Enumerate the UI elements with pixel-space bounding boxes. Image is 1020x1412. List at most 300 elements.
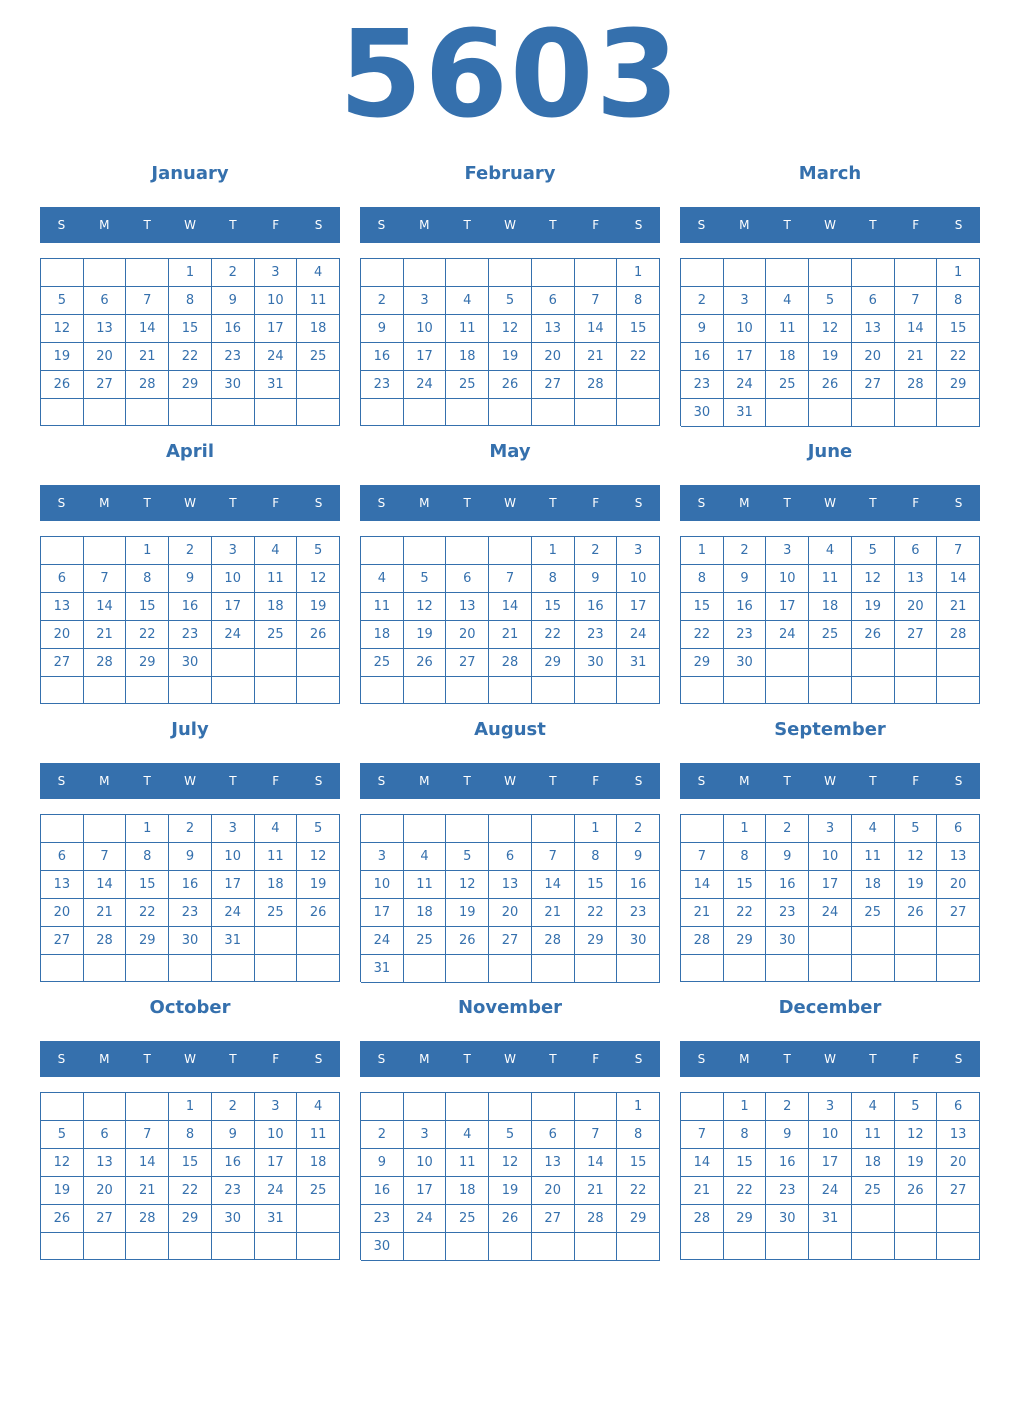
empty-day-cell bbox=[852, 399, 895, 427]
day-cell: 27 bbox=[489, 927, 532, 955]
day-cell: 31 bbox=[724, 399, 767, 427]
weekday-header: S bbox=[57, 496, 66, 510]
day-cell: 19 bbox=[297, 593, 340, 621]
empty-day-cell bbox=[446, 537, 489, 565]
day-cell: 20 bbox=[41, 899, 84, 927]
empty-day-cell bbox=[809, 259, 852, 287]
weekday-header: F bbox=[592, 1052, 600, 1066]
day-cell: 21 bbox=[84, 899, 127, 927]
empty-day-cell bbox=[361, 537, 404, 565]
day-cell: 3 bbox=[766, 537, 809, 565]
weekday-header: F bbox=[592, 496, 600, 510]
month-name: November bbox=[457, 997, 563, 1018]
day-cell: 16 bbox=[766, 871, 809, 899]
day-cell: 28 bbox=[895, 371, 938, 399]
day-cell: 2 bbox=[575, 537, 618, 565]
day-cell: 23 bbox=[766, 899, 809, 927]
day-cell: 13 bbox=[937, 1121, 980, 1149]
day-cell: 20 bbox=[489, 899, 532, 927]
day-cell: 12 bbox=[297, 565, 340, 593]
day-cell: 22 bbox=[169, 343, 212, 371]
day-cell: 9 bbox=[766, 843, 809, 871]
day-cell: 9 bbox=[766, 1121, 809, 1149]
weekday-header: W bbox=[824, 1052, 836, 1066]
day-grid bbox=[680, 1092, 980, 1260]
day-cell: 21 bbox=[84, 621, 127, 649]
day-cell: 11 bbox=[852, 843, 895, 871]
empty-day-cell bbox=[489, 955, 532, 983]
day-cell: 29 bbox=[169, 1205, 212, 1233]
day-cell: 28 bbox=[84, 649, 127, 677]
empty-day-cell bbox=[404, 1233, 447, 1261]
empty-day-cell bbox=[255, 955, 298, 982]
empty-day-cell bbox=[41, 399, 84, 426]
day-cell: 19 bbox=[489, 343, 532, 371]
day-cell: 29 bbox=[617, 1205, 660, 1233]
empty-day-cell bbox=[84, 815, 127, 843]
empty-day-cell bbox=[681, 955, 724, 982]
empty-day-cell bbox=[937, 677, 980, 704]
day-cell: 7 bbox=[489, 565, 532, 593]
day-cell: 4 bbox=[297, 1093, 340, 1121]
weekday-header-bar bbox=[680, 207, 980, 243]
day-cell: 5 bbox=[404, 565, 447, 593]
day-cell: 28 bbox=[681, 1205, 724, 1233]
day-cell: 7 bbox=[126, 1121, 169, 1149]
day-cell: 9 bbox=[681, 315, 724, 343]
weekday-header: W bbox=[184, 1052, 196, 1066]
day-cell: 10 bbox=[212, 565, 255, 593]
empty-day-cell bbox=[681, 815, 724, 843]
weekday-header: M bbox=[99, 496, 110, 510]
month-name: October bbox=[149, 997, 231, 1018]
day-cell: 20 bbox=[84, 1177, 127, 1205]
day-cell: 28 bbox=[937, 621, 980, 649]
weekday-header: S bbox=[697, 1052, 706, 1066]
day-cell: 6 bbox=[41, 843, 84, 871]
empty-day-cell bbox=[681, 259, 724, 287]
weekday-header: T bbox=[143, 774, 151, 788]
day-cell: 22 bbox=[575, 899, 618, 927]
day-grid bbox=[360, 536, 660, 704]
day-cell: 27 bbox=[532, 1205, 575, 1233]
day-cell: 3 bbox=[404, 1121, 447, 1149]
empty-day-cell bbox=[937, 1205, 980, 1233]
day-cell: 19 bbox=[41, 1177, 84, 1205]
day-cell: 23 bbox=[169, 621, 212, 649]
day-cell: 24 bbox=[212, 899, 255, 927]
day-cell: 23 bbox=[361, 1205, 404, 1233]
day-cell: 31 bbox=[212, 927, 255, 955]
weekday-header: M bbox=[419, 774, 430, 788]
weekday-header-bar bbox=[40, 485, 340, 521]
day-cell: 9 bbox=[169, 843, 212, 871]
weekday-header: S bbox=[314, 774, 323, 788]
day-grid bbox=[40, 814, 340, 982]
empty-day-cell bbox=[809, 1233, 852, 1260]
weekday-header: W bbox=[504, 774, 516, 788]
day-cell: 21 bbox=[575, 343, 618, 371]
day-cell: 8 bbox=[169, 287, 212, 315]
weekday-header: F bbox=[912, 1052, 920, 1066]
day-cell: 18 bbox=[361, 621, 404, 649]
day-cell: 22 bbox=[724, 899, 767, 927]
day-cell: 15 bbox=[617, 315, 660, 343]
empty-day-cell bbox=[84, 677, 127, 704]
weekday-header: F bbox=[272, 774, 280, 788]
day-cell: 26 bbox=[41, 1205, 84, 1233]
day-cell: 27 bbox=[937, 899, 980, 927]
empty-day-cell bbox=[84, 955, 127, 982]
empty-day-cell bbox=[895, 677, 938, 704]
empty-day-cell bbox=[895, 259, 938, 287]
empty-day-cell bbox=[617, 955, 660, 983]
empty-day-cell bbox=[766, 1233, 809, 1260]
empty-day-cell bbox=[297, 955, 340, 982]
day-cell: 20 bbox=[937, 1149, 980, 1177]
empty-day-cell bbox=[809, 927, 852, 955]
day-cell: 4 bbox=[852, 815, 895, 843]
empty-day-cell bbox=[404, 955, 447, 983]
day-cell: 19 bbox=[489, 1177, 532, 1205]
day-cell: 11 bbox=[361, 593, 404, 621]
day-cell: 25 bbox=[852, 1177, 895, 1205]
empty-day-cell bbox=[724, 1233, 767, 1260]
weekday-header: S bbox=[314, 218, 323, 232]
weekday-header: S bbox=[954, 774, 963, 788]
weekday-header-bar bbox=[40, 207, 340, 243]
empty-day-cell bbox=[724, 955, 767, 982]
day-cell: 2 bbox=[361, 1121, 404, 1149]
weekday-header: M bbox=[739, 218, 750, 232]
empty-day-cell bbox=[169, 677, 212, 704]
day-cell: 16 bbox=[169, 871, 212, 899]
day-cell: 27 bbox=[84, 1205, 127, 1233]
empty-day-cell bbox=[255, 677, 298, 704]
weekday-header: S bbox=[697, 218, 706, 232]
weekday-header: F bbox=[912, 774, 920, 788]
day-cell: 14 bbox=[126, 1149, 169, 1177]
empty-day-cell bbox=[41, 955, 84, 982]
empty-day-cell bbox=[84, 1093, 127, 1121]
day-cell: 4 bbox=[297, 259, 340, 287]
day-cell: 10 bbox=[617, 565, 660, 593]
day-cell: 6 bbox=[41, 565, 84, 593]
empty-day-cell bbox=[297, 1233, 340, 1260]
day-cell: 27 bbox=[41, 649, 84, 677]
weekday-header: M bbox=[99, 774, 110, 788]
weekday-header: W bbox=[824, 774, 836, 788]
day-cell: 12 bbox=[895, 1121, 938, 1149]
day-cell: 25 bbox=[766, 371, 809, 399]
empty-day-cell bbox=[532, 1093, 575, 1121]
day-cell: 1 bbox=[617, 1093, 660, 1121]
empty-day-cell bbox=[617, 399, 660, 426]
day-cell: 3 bbox=[404, 287, 447, 315]
empty-day-cell bbox=[937, 927, 980, 955]
day-cell: 16 bbox=[681, 343, 724, 371]
day-cell: 13 bbox=[84, 1149, 127, 1177]
day-cell: 26 bbox=[895, 899, 938, 927]
day-cell: 13 bbox=[84, 315, 127, 343]
day-cell: 15 bbox=[575, 871, 618, 899]
day-cell: 10 bbox=[212, 843, 255, 871]
day-cell: 13 bbox=[446, 593, 489, 621]
day-cell: 24 bbox=[404, 1205, 447, 1233]
weekday-header: S bbox=[954, 1052, 963, 1066]
weekday-header-bar bbox=[360, 207, 660, 243]
weekday-header-bar bbox=[680, 485, 980, 521]
empty-day-cell bbox=[852, 1205, 895, 1233]
day-cell: 25 bbox=[297, 1177, 340, 1205]
day-cell: 13 bbox=[532, 1149, 575, 1177]
day-cell: 13 bbox=[41, 593, 84, 621]
day-cell: 2 bbox=[766, 1093, 809, 1121]
weekday-header: S bbox=[377, 496, 386, 510]
day-cell: 8 bbox=[617, 287, 660, 315]
day-cell: 31 bbox=[617, 649, 660, 677]
day-cell: 15 bbox=[532, 593, 575, 621]
day-cell: 1 bbox=[724, 815, 767, 843]
day-cell: 27 bbox=[446, 649, 489, 677]
day-cell: 24 bbox=[617, 621, 660, 649]
day-grid bbox=[40, 258, 340, 426]
day-cell: 23 bbox=[766, 1177, 809, 1205]
day-cell: 28 bbox=[126, 1205, 169, 1233]
empty-day-cell bbox=[895, 1205, 938, 1233]
day-cell: 17 bbox=[766, 593, 809, 621]
day-cell: 8 bbox=[126, 565, 169, 593]
day-cell: 22 bbox=[126, 899, 169, 927]
weekday-header: M bbox=[99, 218, 110, 232]
day-cell: 24 bbox=[255, 1177, 298, 1205]
day-cell: 27 bbox=[895, 621, 938, 649]
day-cell: 31 bbox=[361, 955, 404, 983]
day-cell: 22 bbox=[617, 343, 660, 371]
empty-day-cell bbox=[895, 955, 938, 982]
empty-day-cell bbox=[169, 1233, 212, 1260]
empty-day-cell bbox=[617, 1233, 660, 1261]
day-cell: 21 bbox=[532, 899, 575, 927]
day-cell: 16 bbox=[361, 1177, 404, 1205]
day-cell: 31 bbox=[809, 1205, 852, 1233]
day-cell: 10 bbox=[255, 287, 298, 315]
day-cell: 20 bbox=[41, 621, 84, 649]
day-cell: 4 bbox=[446, 287, 489, 315]
empty-day-cell bbox=[809, 955, 852, 982]
day-cell: 29 bbox=[937, 371, 980, 399]
day-cell: 21 bbox=[126, 343, 169, 371]
day-cell: 9 bbox=[169, 565, 212, 593]
day-cell: 1 bbox=[575, 815, 618, 843]
weekday-header: S bbox=[634, 496, 643, 510]
empty-day-cell bbox=[446, 1233, 489, 1261]
day-cell: 12 bbox=[297, 843, 340, 871]
day-cell: 9 bbox=[617, 843, 660, 871]
day-cell: 23 bbox=[617, 899, 660, 927]
day-grid bbox=[360, 258, 660, 426]
empty-day-cell bbox=[532, 1233, 575, 1261]
day-cell: 11 bbox=[297, 287, 340, 315]
day-cell: 7 bbox=[84, 565, 127, 593]
day-cell: 20 bbox=[84, 343, 127, 371]
weekday-header: W bbox=[184, 218, 196, 232]
weekday-header: T bbox=[783, 496, 791, 510]
day-cell: 6 bbox=[852, 287, 895, 315]
weekday-header: M bbox=[419, 218, 430, 232]
weekday-header: F bbox=[272, 496, 280, 510]
empty-day-cell bbox=[446, 677, 489, 704]
day-cell: 13 bbox=[895, 565, 938, 593]
day-cell: 24 bbox=[361, 927, 404, 955]
weekday-header: F bbox=[912, 496, 920, 510]
day-cell: 1 bbox=[126, 815, 169, 843]
day-cell: 11 bbox=[404, 871, 447, 899]
day-cell: 12 bbox=[489, 315, 532, 343]
day-cell: 11 bbox=[446, 315, 489, 343]
empty-day-cell bbox=[297, 1205, 340, 1233]
month-name: July bbox=[171, 719, 209, 740]
day-cell: 14 bbox=[84, 871, 127, 899]
day-cell: 14 bbox=[575, 1149, 618, 1177]
day-cell: 6 bbox=[84, 1121, 127, 1149]
day-cell: 1 bbox=[169, 1093, 212, 1121]
weekday-header: W bbox=[504, 218, 516, 232]
weekday-header: T bbox=[463, 218, 471, 232]
day-cell: 11 bbox=[766, 315, 809, 343]
empty-day-cell bbox=[404, 815, 447, 843]
day-cell: 2 bbox=[169, 815, 212, 843]
day-cell: 15 bbox=[937, 315, 980, 343]
empty-day-cell bbox=[255, 399, 298, 426]
day-cell: 17 bbox=[255, 315, 298, 343]
day-cell: 30 bbox=[766, 1205, 809, 1233]
empty-day-cell bbox=[41, 1233, 84, 1260]
empty-day-cell bbox=[297, 927, 340, 955]
day-cell: 22 bbox=[169, 1177, 212, 1205]
day-cell: 7 bbox=[575, 1121, 618, 1149]
weekday-header: F bbox=[272, 1052, 280, 1066]
day-cell: 12 bbox=[41, 1149, 84, 1177]
weekday-header: T bbox=[229, 496, 237, 510]
empty-day-cell bbox=[681, 1233, 724, 1260]
day-cell: 28 bbox=[489, 649, 532, 677]
weekday-header: M bbox=[739, 774, 750, 788]
weekday-header: F bbox=[592, 218, 600, 232]
day-cell: 4 bbox=[766, 287, 809, 315]
day-cell: 12 bbox=[404, 593, 447, 621]
day-cell: 12 bbox=[852, 565, 895, 593]
day-cell: 4 bbox=[255, 815, 298, 843]
empty-day-cell bbox=[532, 677, 575, 704]
day-cell: 4 bbox=[255, 537, 298, 565]
day-cell: 18 bbox=[852, 871, 895, 899]
empty-day-cell bbox=[617, 371, 660, 399]
day-cell: 19 bbox=[895, 871, 938, 899]
empty-day-cell bbox=[852, 259, 895, 287]
empty-day-cell bbox=[852, 955, 895, 982]
day-cell: 16 bbox=[361, 343, 404, 371]
day-cell: 14 bbox=[681, 1149, 724, 1177]
day-cell: 13 bbox=[532, 315, 575, 343]
day-cell: 28 bbox=[84, 927, 127, 955]
day-cell: 27 bbox=[532, 371, 575, 399]
day-cell: 10 bbox=[809, 843, 852, 871]
day-cell: 18 bbox=[766, 343, 809, 371]
empty-day-cell bbox=[575, 1093, 618, 1121]
day-cell: 15 bbox=[724, 1149, 767, 1177]
day-cell: 27 bbox=[937, 1177, 980, 1205]
day-cell: 16 bbox=[617, 871, 660, 899]
day-cell: 20 bbox=[895, 593, 938, 621]
empty-day-cell bbox=[766, 677, 809, 704]
day-cell: 25 bbox=[361, 649, 404, 677]
day-cell: 22 bbox=[681, 621, 724, 649]
day-cell: 7 bbox=[937, 537, 980, 565]
day-cell: 15 bbox=[126, 593, 169, 621]
empty-day-cell bbox=[809, 399, 852, 427]
day-cell: 29 bbox=[724, 927, 767, 955]
empty-day-cell bbox=[446, 259, 489, 287]
weekday-header: T bbox=[869, 218, 877, 232]
day-cell: 26 bbox=[489, 1205, 532, 1233]
empty-day-cell bbox=[724, 677, 767, 704]
empty-day-cell bbox=[724, 259, 767, 287]
day-cell: 5 bbox=[489, 287, 532, 315]
day-cell: 18 bbox=[809, 593, 852, 621]
weekday-header: M bbox=[739, 496, 750, 510]
day-cell: 17 bbox=[404, 343, 447, 371]
weekday-header-bar bbox=[360, 763, 660, 799]
day-cell: 24 bbox=[766, 621, 809, 649]
day-cell: 18 bbox=[255, 871, 298, 899]
day-cell: 2 bbox=[724, 537, 767, 565]
day-cell: 30 bbox=[169, 927, 212, 955]
day-cell: 5 bbox=[852, 537, 895, 565]
day-cell: 28 bbox=[126, 371, 169, 399]
empty-day-cell bbox=[169, 399, 212, 426]
day-cell: 1 bbox=[617, 259, 660, 287]
weekday-header: W bbox=[504, 1052, 516, 1066]
day-cell: 17 bbox=[255, 1149, 298, 1177]
day-cell: 14 bbox=[937, 565, 980, 593]
empty-day-cell bbox=[169, 955, 212, 982]
empty-day-cell bbox=[212, 1233, 255, 1260]
day-cell: 16 bbox=[169, 593, 212, 621]
day-cell: 26 bbox=[297, 899, 340, 927]
day-cell: 7 bbox=[532, 843, 575, 871]
empty-day-cell bbox=[126, 259, 169, 287]
empty-day-cell bbox=[489, 677, 532, 704]
empty-day-cell bbox=[895, 927, 938, 955]
day-cell: 15 bbox=[724, 871, 767, 899]
day-cell: 10 bbox=[255, 1121, 298, 1149]
day-cell: 29 bbox=[126, 927, 169, 955]
empty-day-cell bbox=[766, 955, 809, 982]
month-name: April bbox=[165, 441, 215, 462]
empty-day-cell bbox=[404, 1093, 447, 1121]
month-name: August bbox=[474, 719, 546, 740]
weekday-header: S bbox=[314, 496, 323, 510]
day-cell: 7 bbox=[84, 843, 127, 871]
empty-day-cell bbox=[852, 677, 895, 704]
day-cell: 8 bbox=[169, 1121, 212, 1149]
day-cell: 24 bbox=[404, 371, 447, 399]
day-cell: 24 bbox=[724, 371, 767, 399]
weekday-header: W bbox=[824, 496, 836, 510]
day-cell: 5 bbox=[297, 537, 340, 565]
month-name: June bbox=[807, 441, 853, 462]
